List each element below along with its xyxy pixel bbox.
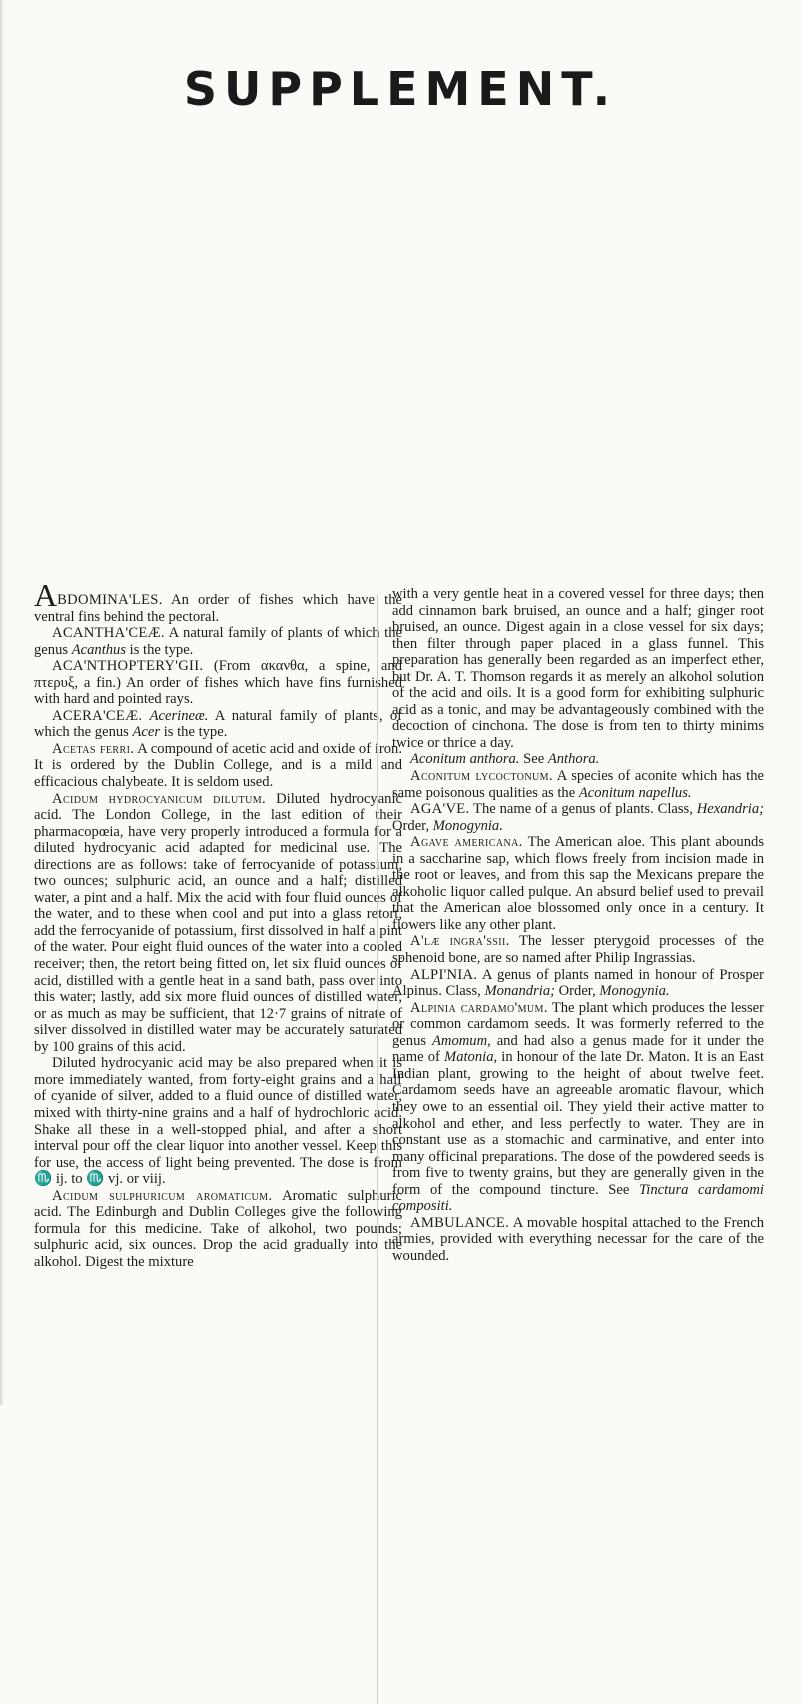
entry-head: Acetas ferri. [52,740,135,757]
entry-genus: Amomum, [431,1032,491,1049]
entry-text: A movable hospital attached to the French armies, provided with everything necessar for the care of the wounded. [392,1214,764,1264]
entry-head: Acidum hydrocyanicum dilutum. [52,790,267,807]
entry-acanthaceae [34,625,402,658]
entry-text: The name of a genus of plants. Class, [469,801,697,818]
page-header: SUPPLEMENT. [183,62,618,116]
entry-head: ALPI'NIA. [410,966,478,983]
paragraph-diluted-hydrocyanic [34,1055,402,1187]
entry-text: The plant which produces the lesser or common cardamom seeds. It was formerly referred to the genus [392,999,764,1049]
entry-text: A natural family of plants of which the genus [34,625,402,658]
entry-order: Monogynia. [432,817,503,834]
entry-head: AMBULANCE. [410,1214,510,1231]
left-column [34,577,403,1270]
entry-species: Aconitum napellus. [578,784,692,801]
entry-text: is the type. [126,641,194,658]
entry-class: Monandria; [484,983,555,1000]
entry-aconitum-anthora [392,751,764,768]
paragraph-text: with a very gentle heat in a covered vessel for three days; then add cinnamon bark bruised, an ounce and a half; ginger root bruised, an ounce. Digest again in a close vessel for six days; then filter through paper placed in a glass funnel. This preparation has generally been regarded as an imperfect ether, but Dr. A. T. Thomson regards it as merely an alkohol solution of the acid and oils. It is a good form for exhibiting sulphuric acid as a tonic, and may be advantageously combined with the decoction of cinchona. The dose is from ten to thirty minims twice or thrice a day. [392,586,764,751]
entry-acidum-sulphuricum [34,1188,402,1271]
entry-head: Aconitum anthora. [410,751,520,768]
entry-head: ACERA'CEÆ. [52,707,143,724]
entry-text: and had also a genus made for it under the name of [392,1032,764,1066]
entry-text: See [519,751,548,768]
entry-head: Agave americana. [410,834,523,851]
entry-genus: Acer [132,724,161,741]
entry-order: Monogynia. [599,983,670,1000]
entry-aceraceae [34,708,402,741]
entry-text: A species of aconite which has the same poisonous qualities as the [392,768,764,801]
entry-alpinia-cardamomum [392,1000,764,1215]
entry-head: AGA'VE. [410,801,470,818]
paragraph-text: Diluted hydrocyanic acid may be also prepared when it is more immediately wanted, from forty-eight grains and a half of cyanide of silver, added to a fluid ounce of distilled water, mixed with thirty-nine grains and a half of hydrochloric acid. Shake all these in a well-stopped phial, and after a short interval pour off the clear liquor into another vessel. Keep this for use, the access of light being prevented. The dose is from ♏ ij. to ♏ vj. or viij. [34,1055,402,1188]
entry-text: (From ακανθα, a spine, and πτερυξ, a fin.) An order of fishes which have fins furnished with hard and pointed rays. [34,658,402,708]
entry-head: ACANTHA'CEÆ. [52,625,165,642]
entry-text: The lesser pterygoid processes of the sphenoid bone, are so named after Philip Ingrassias. [392,933,764,967]
drop-cap: A [34,577,58,613]
entry-text: is the type. [160,724,228,741]
entry-head: ACA'NTHOPTERY'GII. [52,658,204,675]
entry-head: Alpinia cardamo'mum. [410,999,548,1016]
entry-aconitum-lycoctonum [392,768,764,801]
entry-acetas-ferri [34,741,402,791]
entry-head: BDOMINA'LES. [57,592,163,608]
entry-text: The American aloe. This plant abounds in a saccharine sap, which flows freely from incision made in the root or leaves, and from this sap the Mexicans prepare the alkoholic liquor called pulque. An absurd belief used to prevail that the American aloe blossomed only once in a century. It flowers like any other plant. [392,834,764,933]
page-edge-shadow [0,0,4,1405]
entry-text: in honour of the late Dr. Maton. It is an East Indian plant, growing to the height of about twelve feet. Cardamom seeds have an agreeable aromatic flavour, which they owe to an essential oil. They yield their active matter to alkohol and ether, and less perfectly to water. They are in constant use as a stomachic and carminative, and enter into many officinal preparations. The dose of the powdered seeds is from five to twenty grains, but they are generally given in the form of the compound tincture. See [392,1049,764,1198]
cross-reference: Tinctura cardamomi compositi. [392,1181,764,1215]
entry-head: A'læ ingra'ssii. [410,933,510,950]
cross-reference: Anthora. [547,751,600,768]
entry-text: Aromatic sulphuric acid. The Edinburgh and Dublin Colleges give the following formula for this medicine. Take of alkohol, two pounds; sulphuric acid, six ounces. Drop the acid gradually into the alkohol. Digest the mixture [34,1187,403,1270]
entry-text: A natural family of plants, of which the genus [34,707,402,741]
entry-agave-americana [392,834,764,933]
entry-ambulance [392,1215,764,1265]
entry-text: Order, [554,983,600,1000]
entry-text: A compound of acetic acid and oxide of iron. It is ordered by the Dublin College, and is a mild and efficacious chalybeate. It is seldom used. [34,740,402,791]
entry-genus: Acanthus [71,641,127,658]
entry-acanthopterygii [34,658,402,708]
entry-text [142,708,149,724]
right-column [392,586,764,1264]
entry-alpinia [392,967,764,1000]
entry-head: Acidum sulphuricum aromaticum. [52,1187,273,1204]
entry-synonym: Acerineæ. [149,707,209,724]
paragraph-continued [392,586,764,751]
entry-text: Order, [392,817,433,834]
entry-alae-ingrassii [392,933,764,966]
entry-text: Diluted hydrocyanic acid. The London College, in the last edition of their pharmacopœia, have very properly introduced a formula for a diluted hydrocyanic acid adapted for medicinal use. The directions are as follows: take of ferrocyanide of potassium, two ounces; sulphuric acid, an ounce and a half; distilled water, a pint and a half. Mix the acid with four fluid ounces of the water, and to these when cool and put into a glass retort, add the ferrocyanide of potassium, first dissolved in half a pint of the water. Pour eight fluid ounces of the water into a cooled receiver; then, the retort being fitted on, let six fluid ounces of acid, distilled with a gentle heat in a sand bath, pass over into this water; lastly, add six more fluid ounces of distilled water, or as much as may be sufficient, that 12·7 grains of nitrate of silver dissolved in distilled water may be accurately saturated by 100 grains of this acid. [34,790,402,1055]
column-divider [377,594,378,1704]
entry-head: Aconitum lycoctonum. [410,768,553,785]
entry-genus: Matonia, [444,1049,498,1066]
entry-abdominales [34,577,402,625]
entry-acidum-hydrocyanicum [34,791,402,1056]
entry-agave [392,801,764,834]
entry-text: A genus of plants named in honour of Prosper Alpinus. Class, [392,966,764,1000]
entry-text: An order of fishes which have the ventral fins behind the pectoral. [34,592,402,625]
entry-class: Hexandria; [696,801,764,818]
